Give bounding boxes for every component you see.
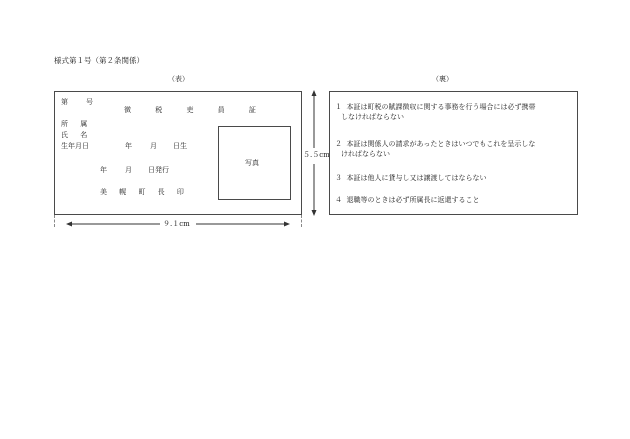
issuer-name: 美 幌 町 長 印: [100, 188, 189, 196]
back-item-2-cont: ければならない: [341, 150, 390, 158]
width-label: ９.１cm: [163, 220, 190, 228]
back-item-4: [335, 195, 479, 205]
back-item-2-num: ２: [335, 140, 342, 148]
back-item-2: [335, 139, 535, 149]
birth-label: 生年月日: [61, 142, 89, 150]
photo-label: 写真: [245, 159, 259, 167]
form-title: 様式第１号（第２条関係）: [54, 56, 144, 65]
issue-year-word: 年: [100, 166, 107, 174]
back-item-3: [335, 173, 486, 183]
issue-day-word: 日発行: [148, 166, 169, 174]
back-item-1-num: １: [335, 103, 342, 111]
height-arrow-top: [312, 90, 317, 96]
back-item-4-text: 退職等のときは必ず所属長に返還すること: [346, 196, 480, 204]
front-label: （表）: [168, 75, 189, 83]
back-item-2-text: 本証は関係人の請求があったときはいつでもこれを呈示しな: [346, 140, 536, 148]
birth-day-word: 日生: [173, 142, 187, 150]
issue-month-word: 月: [125, 166, 132, 174]
back-item-3-num: ３: [335, 174, 342, 182]
name-label: 氏 名: [61, 131, 93, 139]
width-arrow-left: [66, 222, 72, 227]
card-title: 徴 税 吏 員 証: [124, 106, 267, 114]
number-prefix: 第: [61, 98, 68, 106]
back-item-4-num: ４: [335, 196, 342, 204]
back-item-3-text: 本証は他人に貸与し又は譲渡してはならない: [346, 174, 487, 182]
height-label: ５.５cm: [303, 151, 330, 159]
back-item-1-text: 本証は町税の賦課徴収に関する事務を行う場合には必ず携帯: [346, 103, 536, 111]
birth-year-word: 年: [125, 142, 132, 150]
back-label: （裏）: [432, 75, 453, 83]
number-suffix: 号: [86, 98, 93, 106]
width-arrow-right: [284, 222, 290, 227]
height-arrow-bottom: [312, 210, 317, 216]
back-item-1: [335, 102, 535, 112]
birth-month-word: 月: [150, 142, 157, 150]
back-item-1-cont: しなければならない: [341, 113, 404, 121]
affiliation-label: 所 属: [61, 120, 93, 128]
